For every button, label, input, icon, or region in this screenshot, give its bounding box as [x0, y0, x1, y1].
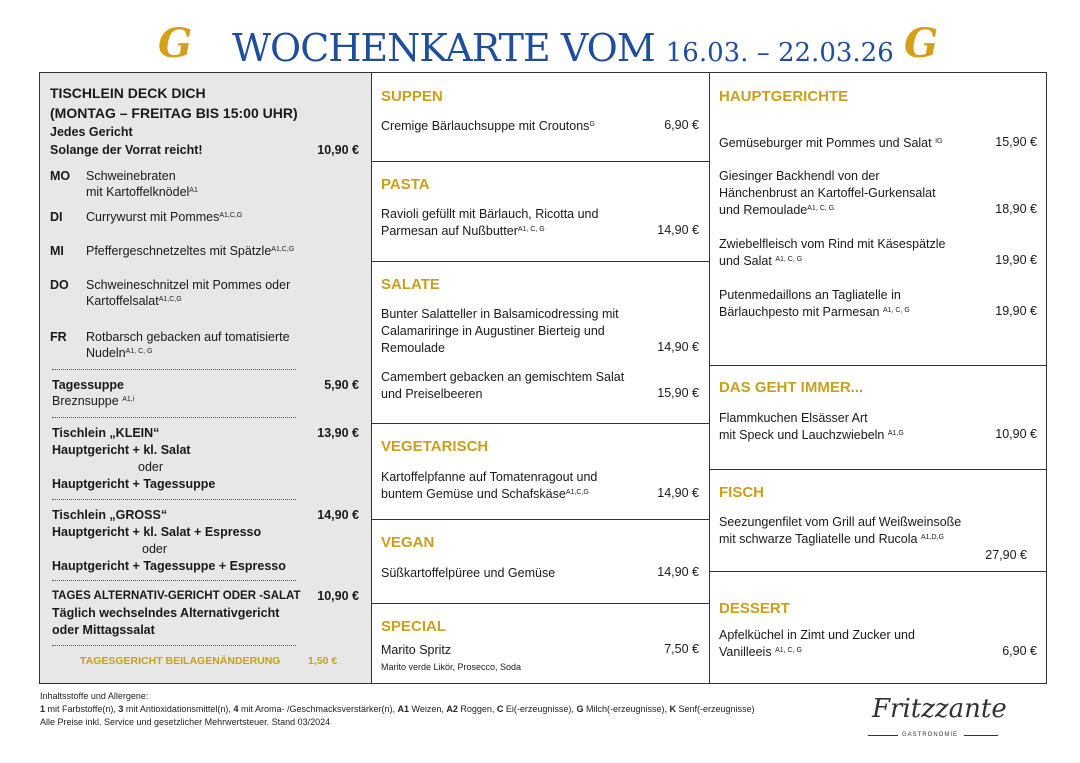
gross-title: Tischlein „GROSS“: [52, 508, 168, 522]
menu-item-line2: Bärlauchpesto mit Parmesan $^{A1, C, G}$: [719, 305, 910, 319]
menu-item: Bunter Salatteller in Balsamicodressing mit: [381, 307, 619, 321]
section-dessert: [710, 571, 1047, 685]
menu-item-line3: und Remoulade$^{A1, C, G}$: [719, 203, 835, 217]
lunch-column: [40, 73, 372, 683]
day-label: MO: [50, 169, 71, 183]
brand-sub: GASTRONOMIE: [902, 732, 959, 738]
section-suppen: [372, 73, 709, 161]
item-price: 19,90 €: [995, 253, 1037, 267]
brand-line-left: [868, 735, 898, 736]
section-title: HAUPTGERICHTE: [719, 88, 849, 105]
alt-line1: Täglich wechselndes Alternativgericht: [52, 606, 280, 620]
item-price: 14,90 €: [657, 223, 699, 237]
menu-item: Putenmedaillons an Tagliatelle in: [719, 288, 901, 302]
menu-item-line2: und Salat $^{A1, C, G}$: [719, 254, 803, 268]
day-label: DO: [50, 278, 69, 292]
klein-or: oder: [138, 460, 164, 474]
middle-column: [372, 73, 710, 683]
soup-title: Tagessuppe: [52, 378, 125, 392]
section-vegan: [372, 519, 709, 603]
gross-or: oder: [142, 542, 168, 556]
menu-grid: [39, 72, 1047, 684]
menu-item-line2: Hänchenbrust an Kartoffel-Gurkensalat: [719, 186, 936, 200]
item-price: 14,90 €: [657, 340, 699, 354]
brand-name: Fritzzante: [872, 694, 1007, 724]
price-note: Alle Preise inkl. Service und gesetzlicher Mehrwertsteuer. Stand 03/2024: [40, 717, 331, 727]
section-title: SUPPEN: [381, 88, 443, 105]
divider: [52, 580, 296, 581]
divider: [52, 645, 296, 646]
menu-item-line2: Parmesan auf Nußbutter$^{A1, C, G}$: [381, 224, 545, 238]
menu-item: Kartoffelpfanne auf Tomatenragout und: [381, 470, 598, 484]
item-price: 6,90 €: [664, 118, 699, 132]
divider: [52, 369, 296, 370]
alt-price: 10,90 €: [317, 589, 359, 603]
item-price: 15,90 €: [995, 135, 1037, 149]
item-price: 19,90 €: [995, 304, 1037, 318]
day-dish-line2: Nudeln$^{A1, C, G}$: [86, 346, 153, 360]
menu-item-line2: und Preiselbeeren: [381, 387, 483, 401]
menu-item: Apfelküchel in Zimt und Zucker und: [719, 628, 915, 642]
section-das-geht-immer: [710, 365, 1047, 469]
menu-item: Süßkartoffelpüree und Gemüse: [381, 566, 556, 580]
item-price: 27,90 €: [985, 548, 1027, 562]
page-title: [232, 28, 894, 76]
allergen-legend: 1 mit Farbstoffe(n), 3 mit Antioxidationsmittel(n), 4 mit Aroma- /Geschmacksverstärker(n), A1 Weizen, A2 Roggen, C Ei(-erzeugnisse), G Milch(-erzeugnisse), K Senf(-erzeugnisse): [40, 704, 755, 714]
side-change-price: 1,50 €: [308, 655, 338, 667]
lunch-title: TISCHLEIN DECK DICH: [50, 85, 206, 101]
menu-item: Seezungenfilet vom Grill auf Weißweinsoße: [719, 515, 962, 529]
gross-option2: Hauptgericht + Tagessuppe + Espresso: [52, 559, 286, 573]
day-label: DI: [50, 210, 63, 224]
section-title: DAS GEHT IMMER...: [719, 379, 864, 396]
section-vegetarisch: [372, 423, 709, 519]
item-price: 15,90 €: [657, 386, 699, 400]
day-dish: Schweineschnitzel mit Pommes oder: [86, 278, 291, 292]
item-price: 10,90 €: [995, 427, 1037, 441]
day-dish-line2: mit Kartoffelknödel$^{A1}$: [86, 185, 198, 199]
allergen-heading: Inhaltsstoffe und Allergene:: [40, 691, 149, 701]
menu-item-line2: mit Speck und Lauchzwiebeln $^{A1,G}$: [719, 428, 904, 442]
section-title: VEGETARISCH: [381, 438, 489, 455]
lunch-hours: (MONTAG – FREITAG BIS 15:00 UHR): [50, 105, 298, 121]
menu-item-line2: Vanilleeis $^{A1, C, G}$: [719, 645, 802, 659]
menu-item-line2: buntem Gemüse und Schafskäse$^{A1,C,G}$: [381, 487, 589, 501]
menu-item: Gemüseburger mit Pommes und Salat $^{IG}$: [719, 136, 943, 150]
soup-price: 5,90 €: [324, 378, 359, 392]
section-title: SALATE: [381, 276, 440, 293]
menu-item: Giesinger Backhendl von der: [719, 169, 880, 183]
day-label: MI: [50, 244, 64, 258]
right-column: [710, 73, 1047, 683]
title-dates: 16.03. – 22.03.26: [665, 38, 894, 68]
klein-option2: Hauptgericht + Tagessuppe: [52, 477, 216, 491]
brand-line-right: [964, 735, 998, 736]
day-dish: Pfeffergeschnetzeltes mit Spätzle$^{A1,C,G}$: [86, 244, 295, 258]
lunch-price: 10,90 €: [317, 143, 359, 157]
klein-title: Tischlein „KLEIN“: [52, 426, 160, 440]
item-price: 6,90 €: [1002, 644, 1037, 658]
item-price: 14,90 €: [657, 565, 699, 579]
section-title: PASTA: [381, 176, 430, 193]
menu-item: Camembert gebacken an gemischtem Salat: [381, 370, 625, 384]
item-price: 7,50 €: [664, 642, 699, 656]
day-label: FR: [50, 330, 67, 344]
side-change: TAGESGERICHT BEILAGENÄNDERUNG: [80, 655, 281, 667]
section-title: SPECIAL: [381, 618, 447, 635]
item-price: 14,90 €: [657, 486, 699, 500]
soup-name: Breznsuppe $^{A1,i}$: [52, 394, 135, 408]
section-hauptgerichte: [710, 73, 1047, 365]
gross-option1: Hauptgericht + kl. Salat + Espresso: [52, 525, 262, 539]
menu-item-line2: Calamariringe in Augustiner Bierteig und: [381, 324, 605, 338]
lunch-sub2: Solange der Vorrat reicht!: [50, 143, 203, 157]
menu-item: Flammkuchen Elsässer Art: [719, 411, 868, 425]
menu-item-line3: Remoulade: [381, 341, 445, 355]
brand-logo: [862, 692, 1007, 748]
menu-item: Zwiebelfleisch vom Rind mit Käsespätzle: [719, 237, 946, 251]
logo-right: G: [904, 20, 939, 67]
item-description: Marito verde Likör, Prosecco, Soda: [381, 662, 522, 672]
section-title: FISCH: [719, 484, 764, 501]
divider: [52, 499, 296, 500]
section-salate: [372, 261, 709, 423]
day-dish: Currywurst mit Pommes$^{A1,C,G}$: [86, 210, 243, 224]
lunch-sub1: Jedes Gericht: [50, 125, 133, 139]
menu-item: Ravioli gefüllt mit Bärlauch, Ricotta und: [381, 207, 599, 221]
section-title: VEGAN: [381, 534, 435, 551]
divider: [52, 417, 296, 418]
section-special: [372, 603, 709, 685]
section-fisch: [710, 469, 1047, 571]
klein-option1: Hauptgericht + kl. Salat: [52, 443, 191, 457]
alt-title: TAGES ALTERNATIV-GERICHT ODER -SALAT: [52, 590, 301, 602]
day-dish-line2: Kartoffelsalat$^{A1,C,G}$: [86, 294, 182, 308]
item-price: 18,90 €: [995, 202, 1037, 216]
menu-item: Marito Spritz: [381, 643, 452, 657]
menu-item: Cremige Bärlauchsuppe mit Croutons$^G$: [381, 119, 595, 133]
title-text: WOCHENKARTE VOM: [232, 26, 655, 70]
logo-left: G: [158, 20, 193, 67]
gross-price: 14,90 €: [317, 508, 359, 522]
day-dish: Rotbarsch gebacken auf tomatisierte: [86, 330, 290, 344]
day-dish: Schweinebraten: [86, 169, 176, 183]
section-pasta: [372, 161, 709, 261]
header: [0, 20, 1080, 70]
klein-price: 13,90 €: [317, 426, 359, 440]
menu-item-line2: mit schwarze Tagliatelle und Rucola $^{A1,D,G}$: [719, 532, 944, 546]
section-title: DESSERT: [719, 600, 790, 617]
alt-line2: oder Mittagssalat: [52, 623, 155, 637]
